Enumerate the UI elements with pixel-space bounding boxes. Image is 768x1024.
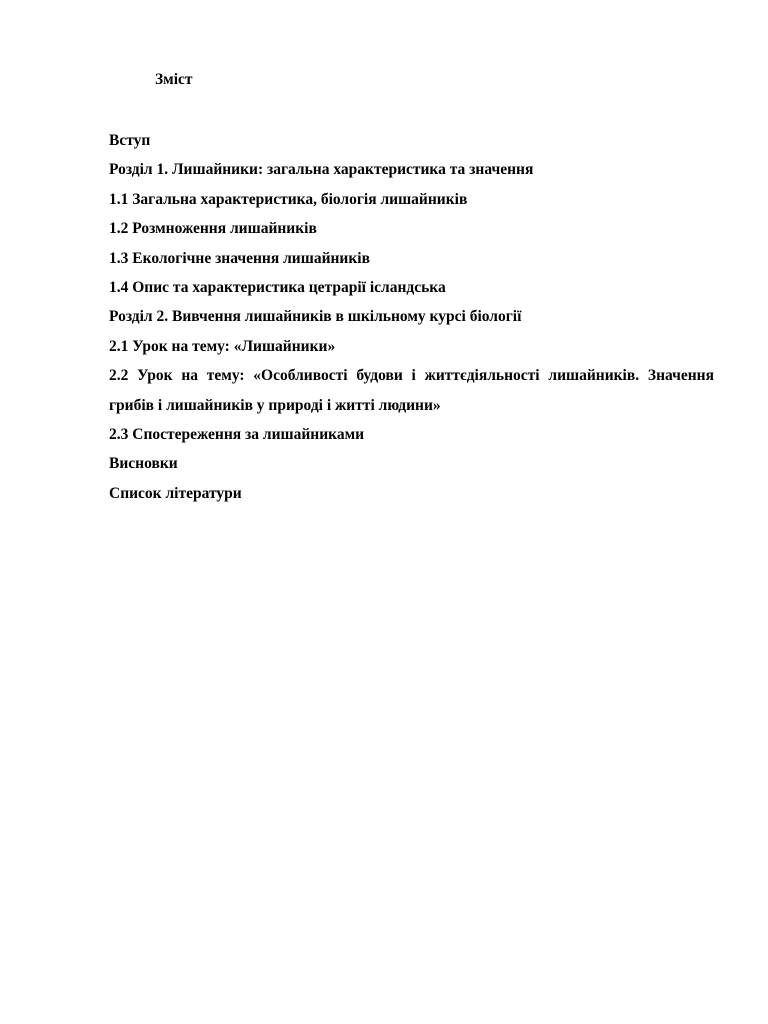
toc-item-1-3: 1.3 Екологічне значення лишайників (109, 249, 370, 267)
toc-item-1-1: 1.1 Загальна характеристика, біологія лишайників (109, 190, 468, 208)
toc-item-references: Список літератури (109, 484, 242, 502)
toc-title: Зміст (155, 71, 193, 88)
toc-item-2-2: 2.2 Урок на тему: «Особливості будови і життєдіяльності лишайників. Значення грибів і лишайників у природі і житті людини» (109, 367, 714, 414)
toc-item-intro: Вступ (109, 132, 151, 149)
toc-item-1-2: 1.2 Розмноження лишайників (109, 220, 317, 238)
toc-item-2-3: 2.3 Спостереження за лишайниками (109, 426, 365, 444)
toc-item-1-4: 1.4 Опис та характеристика цетрарії ісландська (109, 279, 446, 297)
toc-item-2-1: 2.1 Урок на тему: «Лишайники» (109, 337, 336, 355)
toc-item-conclusions: Висновки (109, 455, 178, 473)
toc-item-section-2: Розділ 2. Вивчення лишайників в шкільному курсі біології (109, 308, 522, 326)
table-of-contents (109, 126, 714, 508)
toc-item-section-1: Розділ 1. Лишайники: загальна характеристика та значення (109, 161, 534, 179)
